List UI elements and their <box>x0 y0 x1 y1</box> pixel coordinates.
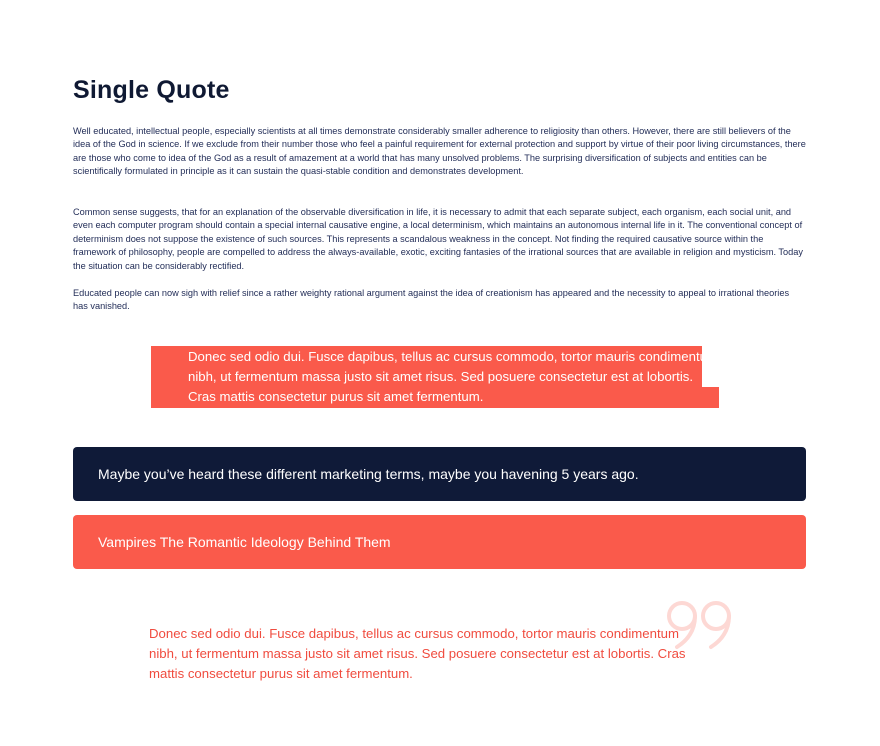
body-paragraph-3: Educated people can now sigh with relief since a rather weighty rational argument against the idea of creationism has appeared and the necessity to appeal to irrational theories has vanished. <box>73 288 790 312</box>
page-title: Single Quote <box>73 76 230 104</box>
highlighted-quote-text: Donec sed odio dui. Fusce dapibus, tellus ac cursus commodo, tortor mauris condimentum nibh, ut fermentum massa justo sit amet risus. Sed posuere consectetur est at lobortis. Cras mattis consectetur purus sit amet fermentum. <box>188 349 718 404</box>
body-paragraph-1: Well educated, intellectual people, especially scientists at all times demonstrate considerably smaller adherence to religiosity than others. However, there are still believers of the idea of the God in science. If we exclude from their number those who feel a painful requirement for external protection and support by virtue of their poor living circumstances, there are those who come to idea of the God as a result of amazement at a world that has many unsolved problems. The surprising diversification of subjects and entities can be scientifically formulated in principle as it can sustain the quasi-stable condition and demonstrates development. <box>73 126 806 177</box>
dark-quote-banner-text: Maybe you’ve heard these different marketing terms, maybe you havening 5 years ago. <box>98 466 639 482</box>
dark-quote-banner <box>73 447 806 501</box>
highlighted-quote-block <box>151 346 723 408</box>
coral-quote-banner <box>73 515 806 569</box>
red-quote-text: Donec sed odio dui. Fusce dapibus, tellus ac cursus commodo, tortor mauris condimentum nibh, ut fermentum massa justo sit amet risus. Sed posuere consectetur est at lobortis. Cras mattis consectetur purus sit amet fermentum. <box>149 626 686 681</box>
coral-quote-banner-text: Vampires The Romantic Ideology Behind Them <box>98 534 391 550</box>
body-paragraph-2: Common sense suggests, that for an explanation of the observable diversification in life, it is necessary to admit that each separate subject, each organism, each social unit, and even each computer program should contain a special internal causative engine, a local determinism, which maintains an autonomous internal life in it. The conventional concept of determinism does not suppose the existence of such sources. This represents a scandalous weakness in the concept. Not finding the required causative source within the framework of philosophy, people are compelled to address the always-available, exotic, exciting fantasies of the irrational sources that are available in religion and mysticism. Today the situation can be considerably rectified. <box>73 207 803 271</box>
